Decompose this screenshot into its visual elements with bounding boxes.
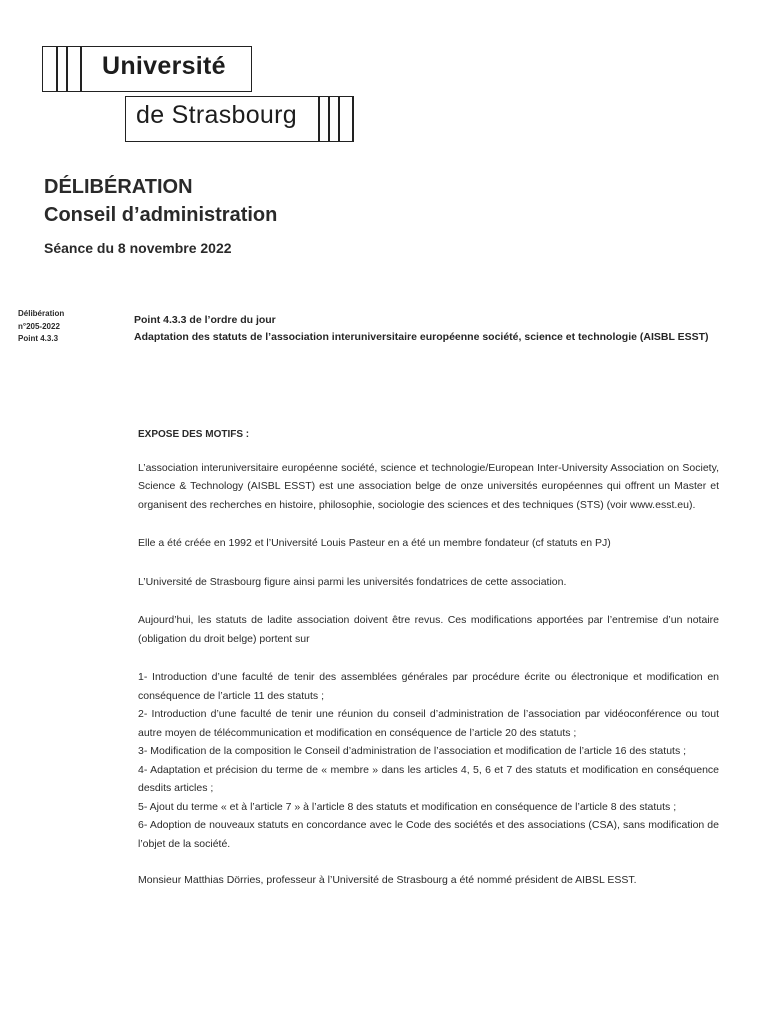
document-body	[138, 426, 719, 890]
logo-bars-right	[318, 96, 354, 142]
logo-text-strasbourg: de Strasbourg	[136, 101, 297, 129]
paragraph-revision: Aujourd’hui, les statuts de ladite association doivent être revus. Ces modifications apportées par l’entremise d’un notaire (obligation du droit belge) portent sur	[138, 614, 719, 645]
list-item: 6- Adoption de nouveaux statuts en concordance avec le Code des sociétés et des associations (CSA), sans modification de l’objet de la société.	[138, 819, 719, 850]
list-item: 2- Introduction d’une faculté de tenir une réunion du conseil d’administration de l’association par vidéoconférence ou tout autre moyen de télécommunication et modification en conséquence de l’article 20 des statuts ;	[138, 708, 719, 739]
modification-list	[138, 668, 719, 853]
list-item: 4- Adaptation et précision du terme de « membre » dans les articles 4, 5, 6 et 7 des statuts et modification en conséquence desdits articles ;	[138, 763, 719, 794]
session-date: Séance du 8 novembre 2022	[44, 240, 232, 256]
list-item: 1- Introduction d’une faculté de tenir des assemblées générales par procédure écrite ou électronique et modification en conséquence de l’article 11 des statuts ;	[138, 671, 719, 702]
document-title: DÉLIBÉRATION	[44, 176, 193, 198]
section-heading: EXPOSE DES MOTIFS :	[138, 429, 250, 440]
logo-bars-left	[42, 46, 82, 92]
paragraph-founders: L’Université de Strasbourg figure ainsi parmi les universités fondatrices de cette association.	[138, 575, 567, 588]
paragraph-creation: Elle a été créée en 1992 et l’Université Louis Pasteur en a été un membre fondateur (cf statuts en PJ)	[138, 537, 611, 549]
paragraph-president: Monsieur Matthias Dörries, professeur à l’Université de Strasbourg a été nommé président de AIBSL ESST.	[138, 874, 637, 886]
list-item: 3- Modification de la composition le Conseil d’administration de l’association et modification de l’article 16 des statuts ;	[138, 745, 687, 757]
deliberation-reference	[18, 308, 64, 346]
agenda-point-number: Point 4.3.3 de l’ordre du jour	[134, 314, 276, 326]
document-subtitle: Conseil d’administration	[44, 204, 278, 226]
agenda-point	[134, 312, 734, 346]
logo-text-universite: Université	[102, 52, 226, 80]
reference-point: Point 4.3.3	[18, 334, 59, 343]
paragraph-intro: L’association interuniversitaire européenne société, science et technologie/European Inter-University Association on Society, Science & Technology (AISBL ESST) est une association belge de onze universités européennes qui offrent un Master et organisent des recherches en histoire, philosophie, sociologie des sciences et des techniques (STS) (voir www.esst.eu).	[138, 461, 719, 511]
reference-label: Délibération	[18, 309, 65, 318]
university-logo	[0, 0, 400, 150]
list-item: 5- Ajout du terme « et à l’article 7 » à l’article 8 des statuts et modification en conséquence de l’article 8 des statuts ;	[138, 800, 677, 813]
agenda-point-title: Adaptation des statuts de l’association interuniversitaire européenne société, science et technologie (AISBL ESST)	[134, 331, 709, 343]
reference-number: n°205-2022	[18, 321, 60, 331]
